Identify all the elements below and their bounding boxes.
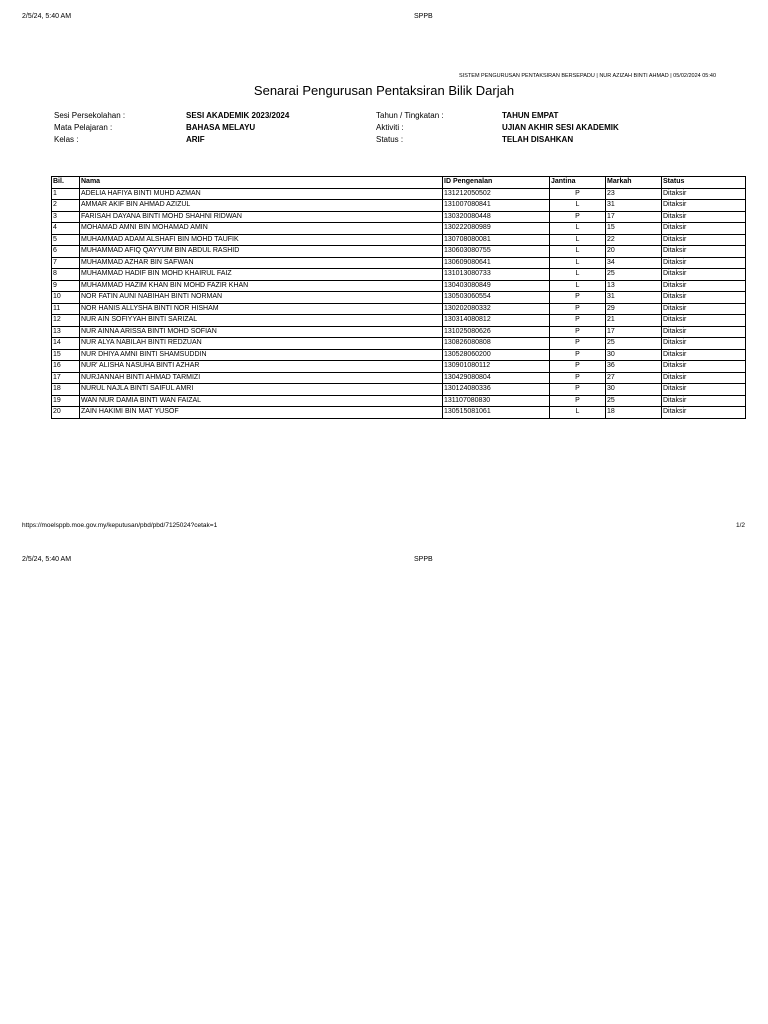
cell-id: 131212050502 xyxy=(443,188,550,200)
cell-id: 130503060554 xyxy=(443,292,550,304)
cell-id: 130901080112 xyxy=(443,361,550,373)
cell-jantina: P xyxy=(550,326,606,338)
cell-jantina: L xyxy=(550,407,606,419)
cell-markah: 25 xyxy=(606,338,662,350)
cell-markah: 25 xyxy=(606,269,662,281)
cell-bil: 14 xyxy=(52,338,80,350)
cell-jantina: L xyxy=(550,257,606,269)
col-header-jantina: Jantina xyxy=(550,177,606,189)
mapel-label: Mata Pelajaran : xyxy=(54,123,113,132)
cell-bil: 16 xyxy=(52,361,80,373)
cell-bil: 19 xyxy=(52,395,80,407)
cell-bil: 2 xyxy=(52,200,80,212)
table-row xyxy=(52,200,746,212)
cell-nama: MUHAMMAD HAZIM KHAN BIN MOHD FAZIR KHAN xyxy=(80,280,443,292)
kelas-label: Kelas : xyxy=(54,135,79,144)
tahun-value: TAHUN EMPAT xyxy=(502,111,559,120)
cell-id: 130222080989 xyxy=(443,223,550,235)
cell-nama: NUR' ALISHA NASUHA BINTI AZHAR xyxy=(80,361,443,373)
cell-jantina: P xyxy=(550,349,606,361)
cell-jantina: P xyxy=(550,338,606,350)
cell-nama: MUHAMMAD ADAM ALSHAFI BIN MOHD TAUFIK xyxy=(80,234,443,246)
cell-id: 131013080733 xyxy=(443,269,550,281)
table-row xyxy=(52,292,746,304)
cell-status: Ditaksir xyxy=(662,234,746,246)
cell-status: Ditaksir xyxy=(662,200,746,212)
cell-jantina: P xyxy=(550,315,606,327)
cell-status: Ditaksir xyxy=(662,246,746,258)
cell-status: Ditaksir xyxy=(662,315,746,327)
cell-markah: 17 xyxy=(606,211,662,223)
cell-id: 131107080830 xyxy=(443,395,550,407)
cell-markah: 29 xyxy=(606,303,662,315)
cell-id: 130320080448 xyxy=(443,211,550,223)
cell-nama: NOR FATIN AUNI NABIHAH BINTI NORMAN xyxy=(80,292,443,304)
cell-markah: 25 xyxy=(606,395,662,407)
cell-markah: 34 xyxy=(606,257,662,269)
cell-nama: FARISAH DAYANA BINTI MOHD SHAHNI RIDWAN xyxy=(80,211,443,223)
cell-status: Ditaksir xyxy=(662,211,746,223)
student-table xyxy=(51,176,746,419)
page2-print-app-name: SPPB xyxy=(414,556,433,563)
cell-markah: 31 xyxy=(606,292,662,304)
col-header-bil: Bil. xyxy=(52,177,80,189)
cell-markah: 20 xyxy=(606,246,662,258)
cell-jantina: P xyxy=(550,211,606,223)
cell-id: 130429080804 xyxy=(443,372,550,384)
table-row xyxy=(52,234,746,246)
cell-nama: WAN NUR DAMIA BINTI WAN FAIZAL xyxy=(80,395,443,407)
cell-bil: 3 xyxy=(52,211,80,223)
cell-status: Ditaksir xyxy=(662,269,746,281)
cell-markah: 27 xyxy=(606,372,662,384)
cell-jantina: P xyxy=(550,292,606,304)
table-row xyxy=(52,395,746,407)
page-title: Senarai Pengurusan Pentaksiran Bilik Darjah xyxy=(253,83,515,98)
table-row xyxy=(52,315,746,327)
cell-bil: 8 xyxy=(52,269,80,281)
cell-nama: ZAIN HAKIMI BIN MAT YUSOF xyxy=(80,407,443,419)
cell-bil: 9 xyxy=(52,280,80,292)
table-row xyxy=(52,223,746,235)
aktiviti-label: Aktiviti : xyxy=(376,123,404,132)
sesi-label: Sesi Persekolahan : xyxy=(54,111,126,120)
cell-nama: NOR HANIS ALLYSHA BINTI NOR HISHAM xyxy=(80,303,443,315)
cell-bil: 13 xyxy=(52,326,80,338)
cell-bil: 1 xyxy=(52,188,80,200)
cell-status: Ditaksir xyxy=(662,338,746,350)
cell-markah: 15 xyxy=(606,223,662,235)
cell-id: 130708080081 xyxy=(443,234,550,246)
cell-id: 130826080808 xyxy=(443,338,550,350)
cell-bil: 20 xyxy=(52,407,80,419)
cell-markah: 30 xyxy=(606,349,662,361)
cell-status: Ditaksir xyxy=(662,407,746,419)
cell-status: Ditaksir xyxy=(662,188,746,200)
cell-id: 130609080641 xyxy=(443,257,550,269)
table-row xyxy=(52,269,746,281)
table-row xyxy=(52,280,746,292)
table-row xyxy=(52,188,746,200)
cell-nama: MUHAMMAD AFIQ QAYYUM BIN ABDUL RASHID xyxy=(80,246,443,258)
cell-status: Ditaksir xyxy=(662,303,746,315)
cell-bil: 10 xyxy=(52,292,80,304)
meta-labels-right xyxy=(376,110,444,146)
cell-bil: 6 xyxy=(52,246,80,258)
cell-jantina: L xyxy=(550,234,606,246)
cell-nama: MUHAMMAD HADIF BIN MOHD KHAIRUL FAIZ xyxy=(80,269,443,281)
cell-id: 131007080841 xyxy=(443,200,550,212)
page-number: 1/2 xyxy=(735,522,745,529)
cell-id: 130314080812 xyxy=(443,315,550,327)
cell-status: Ditaksir xyxy=(662,223,746,235)
cell-id: 130403080849 xyxy=(443,280,550,292)
kelas-value: ARIF xyxy=(186,135,205,144)
table-row xyxy=(52,349,746,361)
cell-id: 130515081061 xyxy=(443,407,550,419)
cell-nama: MOHAMAD AMNI BIN MOHAMAD AMIN xyxy=(80,223,443,235)
cell-nama: ADELIA HAFIYA BINTI MUHD AZMAN xyxy=(80,188,443,200)
page2-print-datetime: 2/5/24, 5:40 AM xyxy=(22,556,72,563)
cell-bil: 7 xyxy=(52,257,80,269)
table-header-row xyxy=(52,177,746,189)
cell-status: Ditaksir xyxy=(662,257,746,269)
cell-jantina: P xyxy=(550,188,606,200)
cell-markah: 36 xyxy=(606,361,662,373)
col-header-id: ID Pengenalan xyxy=(443,177,550,189)
col-header-nama: Nama xyxy=(80,177,443,189)
table-row xyxy=(52,326,746,338)
cell-bil: 5 xyxy=(52,234,80,246)
cell-nama: NUR ALYA NABILAH BINTI REDZUAN xyxy=(80,338,443,350)
sesi-value: SESI AKADEMIK 2023/2024 xyxy=(186,111,290,120)
table-row xyxy=(52,384,746,396)
cell-nama: NURJANNAH BINTI AHMAD TARMIZI xyxy=(80,372,443,384)
cell-id: 130528060200 xyxy=(443,349,550,361)
cell-nama: MUHAMMAD AZHAR BIN SAFWAN xyxy=(80,257,443,269)
cell-markah: 23 xyxy=(606,188,662,200)
cell-jantina: P xyxy=(550,361,606,373)
cell-status: Ditaksir xyxy=(662,326,746,338)
footer-url: https://moelsppb.moe.gov.my/keputusan/pbd/pbd/7125024?cetak=1 xyxy=(22,522,218,529)
cell-status: Ditaksir xyxy=(662,280,746,292)
cell-status: Ditaksir xyxy=(662,349,746,361)
table-row xyxy=(52,303,746,315)
cell-bil: 4 xyxy=(52,223,80,235)
status-value: TELAH DISAHKAN xyxy=(502,135,574,144)
cell-nama: NURUL NAJLA BINTI SAIFUL AMRI xyxy=(80,384,443,396)
cell-jantina: L xyxy=(550,269,606,281)
cell-nama: AMMAR AKIF BIN AHMAD AZIZUL xyxy=(80,200,443,212)
cell-jantina: L xyxy=(550,223,606,235)
cell-bil: 17 xyxy=(52,372,80,384)
table-row xyxy=(52,257,746,269)
cell-jantina: L xyxy=(550,246,606,258)
table-body xyxy=(52,188,746,418)
cell-status: Ditaksir xyxy=(662,292,746,304)
cell-markah: 18 xyxy=(606,407,662,419)
table-row xyxy=(52,372,746,384)
cell-id: 131025080626 xyxy=(443,326,550,338)
status-label: Status : xyxy=(376,135,404,144)
col-header-status: Status xyxy=(662,177,746,189)
cell-status: Ditaksir xyxy=(662,361,746,373)
cell-markah: 31 xyxy=(606,200,662,212)
table-row xyxy=(52,246,746,258)
table-row xyxy=(52,361,746,373)
table-row xyxy=(52,407,746,419)
meta-values-left xyxy=(186,110,289,146)
cell-jantina: L xyxy=(550,200,606,212)
cell-jantina: P xyxy=(550,384,606,396)
table-row xyxy=(52,338,746,350)
cell-nama: NUR AIN SOFIYYAH BINTI SARIZAL xyxy=(80,315,443,327)
cell-status: Ditaksir xyxy=(662,372,746,384)
cell-bil: 11 xyxy=(52,303,80,315)
cell-id: 130202080332 xyxy=(443,303,550,315)
col-header-markah: Markah xyxy=(606,177,662,189)
cell-jantina: P xyxy=(550,395,606,407)
system-user-line: SISTEM PENGURUSAN PENTAKSIRAN BERSEPADU | NUR AZIZAH BINTI AHMAD | 05/02/2024 05:40 xyxy=(459,73,716,79)
cell-nama: NUR AINNA ARISSA BINTI MOHD SOFIAN xyxy=(80,326,443,338)
print-datetime: 2/5/24, 5:40 AM xyxy=(22,13,72,20)
cell-jantina: P xyxy=(550,303,606,315)
cell-jantina: L xyxy=(550,280,606,292)
cell-markah: 30 xyxy=(606,384,662,396)
cell-markah: 13 xyxy=(606,280,662,292)
cell-id: 130124080336 xyxy=(443,384,550,396)
cell-nama: NUR DHIYA AMNI BINTI SHAMSUDDIN xyxy=(80,349,443,361)
cell-markah: 21 xyxy=(606,315,662,327)
cell-bil: 18 xyxy=(52,384,80,396)
cell-status: Ditaksir xyxy=(662,395,746,407)
print-app-name: SPPB xyxy=(414,13,433,20)
cell-id: 130603080755 xyxy=(443,246,550,258)
cell-markah: 22 xyxy=(606,234,662,246)
cell-markah: 17 xyxy=(606,326,662,338)
table-row xyxy=(52,211,746,223)
cell-bil: 15 xyxy=(52,349,80,361)
tahun-label: Tahun / Tingkatan : xyxy=(376,111,444,120)
mapel-value: BAHASA MELAYU xyxy=(186,123,256,132)
cell-jantina: P xyxy=(550,372,606,384)
cell-bil: 12 xyxy=(52,315,80,327)
meta-labels-left xyxy=(54,110,125,146)
aktiviti-value: UJIAN AKHIR SESI AKADEMIK xyxy=(502,123,619,132)
meta-values-right xyxy=(502,110,619,146)
cell-status: Ditaksir xyxy=(662,384,746,396)
